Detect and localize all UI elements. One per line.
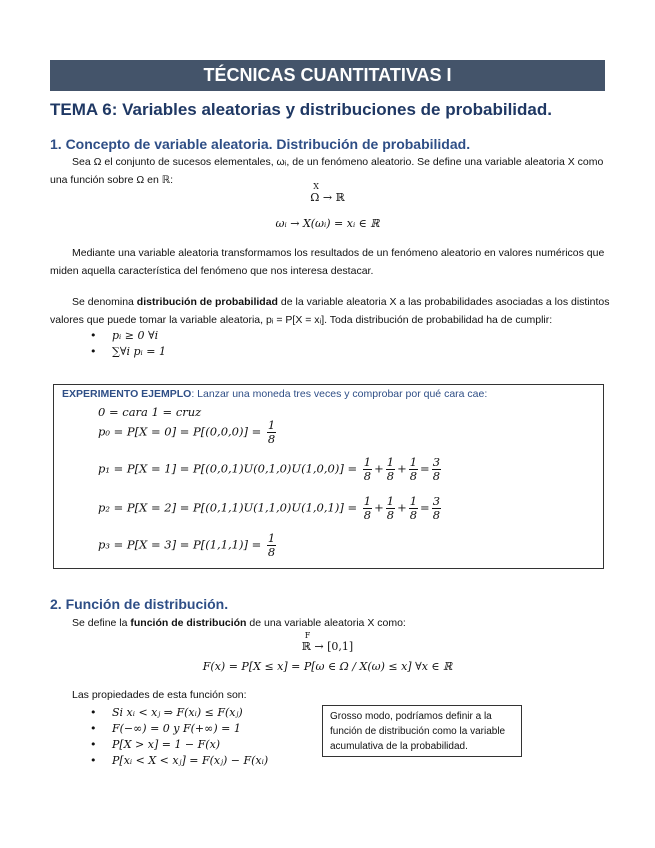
formula-omega-mapping: ωᵢ → X(ωᵢ) = xᵢ ∈ ℝ xyxy=(275,217,380,230)
section1-heading: 1. Concepto de variable aleatoria. Distribución de probabilidad. xyxy=(50,136,471,152)
section2-intro: Se define la función de distribución de una variable aleatoria X como: xyxy=(72,617,406,629)
fraction: $\frac{1}{8}$ xyxy=(267,531,276,559)
fraction: $\frac{1}{8}$ xyxy=(409,494,418,522)
fraction: $\frac{1}{8}$ xyxy=(267,418,276,446)
condition-item: • ∑∀i pᵢ = 1 xyxy=(90,344,166,360)
property-item: • P[xᵢ < X < xⱼ] = F(xⱼ) − F(xᵢ) xyxy=(90,753,268,769)
experiment-box xyxy=(53,384,604,569)
fraction: $\frac{1}{8}$ xyxy=(363,455,372,483)
fraction: $\frac{1}{8}$ xyxy=(386,494,395,522)
mapping-arrow: X Ω → ℝ xyxy=(310,182,345,204)
p3-equation: p₃ = P[X = 3] = P[(1,1,1)] = $\frac{1}{8}$ xyxy=(98,531,276,559)
condition-item: • pᵢ ≥ 0 ∀i xyxy=(90,328,166,344)
fraction: $\frac{1}{8}$ xyxy=(363,494,372,522)
p0-equation: p₀ = P[X = 0] = P[(0,0,0)] = $\frac{1}{8}$ xyxy=(98,418,276,446)
coding-line: 0 = cara 1 = cruz xyxy=(98,405,202,419)
section1-paragraph3: Se denomina distribución de probabilidad de la variable aleatoria X a las probabilidades asociadas a los distintos valores que puede tomar la variable aleatoria, pᵢ = P[X = xᵢ]. Toda distribución de probabilidad ha de cumplir: xyxy=(50,296,610,326)
property-item: • F(−∞) = 0 y F(+∞) = 1 xyxy=(90,721,268,737)
property-item: • Si xᵢ < xⱼ ⇒ F(xᵢ) ≤ F(xⱼ) xyxy=(90,705,268,721)
distribution-function-formula: F(x) = P[X ≤ x] = P[ω ∈ Ω / X(ω) ≤ x] ∀x ∈ ℝ xyxy=(202,660,453,673)
experiment-title: EXPERIMENTO EJEMPLO: Lanzar una moneda tres veces y comprobar por qué cara cae: xyxy=(62,388,488,400)
formula-r-to-unit xyxy=(50,631,605,653)
properties-list xyxy=(90,705,268,769)
document-header: TÉCNICAS CUANTITATIVAS I xyxy=(50,60,605,91)
p2-equation: p₂ = P[X = 2] = P[(0,1,1)U(1,1,0)U(1,0,1)] = $\frac{1}{8}$ + $\frac{1}{8}$ + $\frac{1}{8}$ = $\frac{3}{8}$ xyxy=(98,494,441,522)
formula-omega-to-r xyxy=(50,182,605,204)
properties-intro: Las propiedades de esta función son: xyxy=(72,689,247,701)
mapping-label: F xyxy=(304,631,311,640)
property-item: • P[X > x] = 1 − F(x) xyxy=(90,737,268,753)
section2-heading: 2. Función de distribución. xyxy=(50,596,229,612)
section1-paragraph2: Mediante una variable aleatoria transformamos los resultados de un fenómeno aleatorio en valores numéricos que miden aquella característica del fenómeno que nos interesa destacar. xyxy=(50,247,605,277)
probability-conditions xyxy=(90,328,166,360)
p1-equation: p₁ = P[X = 1] = P[(0,0,1)U(0,1,0)U(1,0,0)] = $\frac{1}{8}$ + $\frac{1}{8}$ + $\frac{1}{8}$ = $\frac{3}{8}$ xyxy=(98,455,441,483)
fraction: $\frac{1}{8}$ xyxy=(409,455,418,483)
fraction: $\frac{3}{8}$ xyxy=(432,455,441,483)
fraction: $\frac{3}{8}$ xyxy=(432,494,441,522)
mapping-label: X xyxy=(313,182,319,191)
mapping-arrow: F ℝ → [0,1] xyxy=(301,631,354,653)
topic-title: TEMA 6: Variables aleatorias y distribuciones de probabilidad. xyxy=(50,100,552,119)
note-box: Grosso modo, podríamos definir a la función de distribución como la variable acumulativa de la probabilidad. xyxy=(322,705,522,757)
fraction: $\frac{1}{8}$ xyxy=(386,455,395,483)
section1-intro: Sea Ω el conjunto de sucesos elementales, ωᵢ, de un fenómeno aleatorio. Se define una variable aleatoria X como una función sobre Ω en ℝ: xyxy=(50,156,604,186)
